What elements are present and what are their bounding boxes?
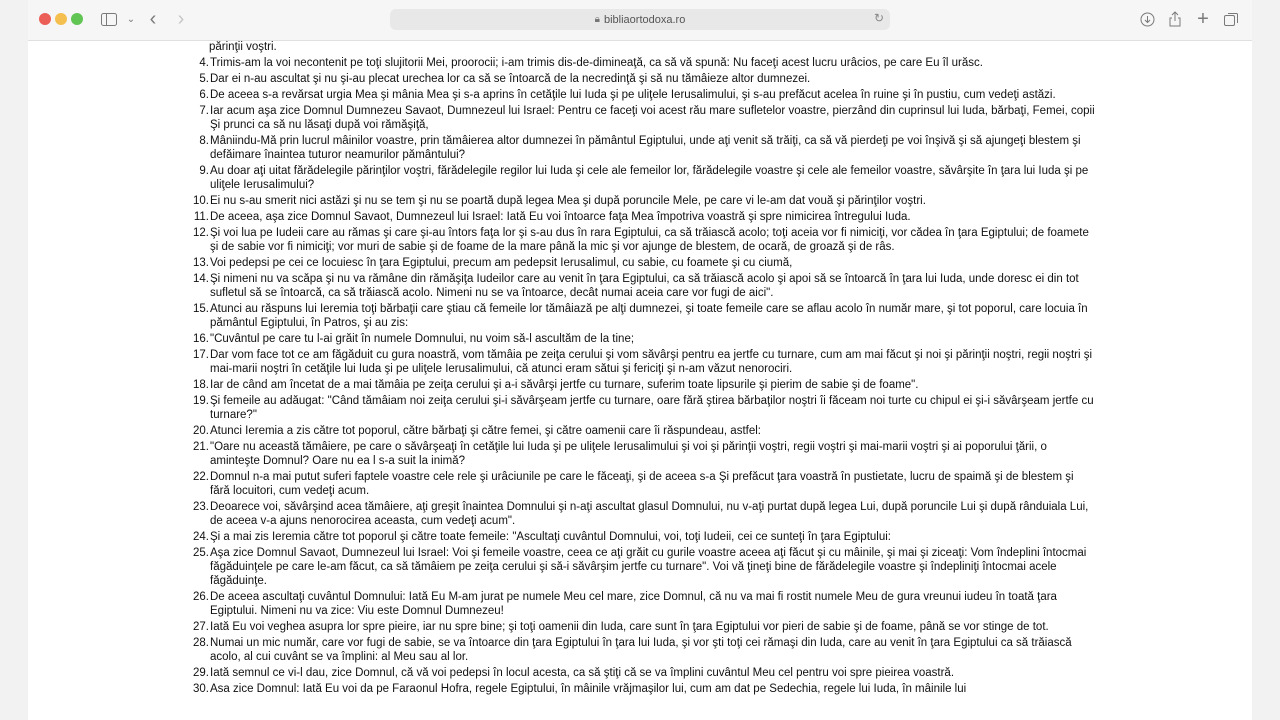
verse-item	[183, 164, 1123, 192]
chevron-down-icon[interactable]: ⌄	[126, 13, 136, 25]
verse-text: Iar de când am încetat de a mai tămâia pe zeiţa cerului şi a-i săvârşi jertfe cu turnare, suferim toate lipsurile şi pierim de sabie şi de foame".	[210, 379, 919, 391]
forward-icon[interactable]: ›	[177, 7, 185, 30]
verse-item	[183, 56, 1123, 70]
verse-number: 12.	[193, 227, 209, 239]
verse-number: 27.	[193, 621, 209, 633]
verse-text: Şi voi lua pe Iudeii care au rămas şi care şi-au întors faţa lor şi s-au dus în rara Egiptului, ca să trăiască acolo; toţi aceia vor fi nimiciţi, vor cădea în ţara Egiptului; de foamete şi de sabie vor fi nimiciţi; vor muri de sabie şi de foame de la mare până la mic şi vor ajunge de blestem, de ocară, de groază şi de râs.	[210, 227, 1089, 253]
verse-number: 20.	[193, 425, 209, 437]
verse-number: 24.	[193, 531, 209, 543]
verse-number: 6.	[199, 89, 209, 101]
verse-number: 15.	[193, 303, 209, 315]
zoom-window-button[interactable]	[71, 13, 83, 25]
verse-text: Domnul n-a mai putut suferi faptele voastre cele rele şi urâciunile pe care le făceaţi, şi de aceea s-a Şi prefăcut ţara voastră în pustietate, lucru de spaimă şi de blestem şi fără locuitori, cum vedeţi acum.	[210, 471, 1074, 497]
verse-number: 30.	[193, 683, 209, 695]
verse-item	[183, 256, 1123, 270]
verse-number: 25.	[193, 547, 209, 559]
verse-number: 14.	[193, 273, 209, 285]
verse-item	[183, 546, 1123, 588]
verse-text: Aşa zice Domnul Savaot, Dumnezeul lui Israel: Voi şi femeile voastre, ceea ce aţi grăit cu gurile voastre aceea aţi făcut şi cu mâinile, şi mai şi ziceaţi: Vom îndeplini întocmai făgăduinţele pe care le-am făcut, ca să tămâiem pe zeiţa cerului şi să-i săvârşim jertfe cu turnare". Voi vă ţineţi bine de fărădelegile voastre şi îndepliniţi întocmai acele făgăduinţe.	[210, 547, 1087, 587]
verse-text: Şi a mai zis Ieremia către tot poporul şi către toate femeile: "Ascultaţi cuvântul Domnului, voi, toţi Iudeii, cei ce sunteţi în ţara Egiptului:	[210, 531, 891, 543]
verse-item	[183, 332, 1123, 346]
verse-item	[183, 394, 1123, 422]
verse-item	[183, 470, 1123, 498]
verse-number: 19.	[193, 395, 209, 407]
download-icon[interactable]	[1136, 8, 1158, 30]
address-bar[interactable]	[390, 9, 890, 30]
verse-item	[183, 302, 1123, 330]
verse-text: De aceea s-a revărsat urgia Mea şi mânia Mea şi s-a aprins în cetăţile lui Iuda şi pe uliţele Ierusalimului, şi s-au prefăcut acelea în ruine şi în pustiu, cum vedeţi astăzi.	[210, 89, 1056, 101]
lock-icon: 🔒︎	[594, 14, 600, 25]
verse-text: Dar ei n-au ascultat şi nu şi-au plecat urechea lor ca să se întoarcă de la necredinţă şi să nu tămâieze altor dumnezei.	[210, 73, 811, 85]
verse-number: 17.	[193, 349, 209, 361]
share-icon[interactable]	[1164, 8, 1186, 30]
verse-text: Ei nu s-au smerit nici astăzi şi nu se tem şi nu se poartă după legea Mea şi după poruncile Mele, pe care vi le-am dat vouă şi părinţilor voştri.	[210, 195, 926, 207]
verse-item	[183, 440, 1123, 468]
verse-item	[183, 378, 1123, 392]
verse-item	[183, 134, 1123, 162]
verse-item	[183, 348, 1123, 376]
verse-text: Atunci Ieremia a zis către tot poporul, către bărbaţi şi către femei, şi către oamenii care îi răspundeau, astfel:	[210, 425, 761, 437]
verse-number: 5.	[199, 73, 209, 85]
verse-item	[183, 666, 1123, 680]
verse-item	[183, 636, 1123, 664]
verse-item	[183, 72, 1123, 86]
verse-item	[183, 104, 1123, 132]
verse-number: 4.	[199, 57, 209, 69]
verse-item	[183, 210, 1123, 224]
verse-text: De aceea, aşa zice Domnul Savaot, Dumnezeul lui Israel: Iată Eu voi întoarce faţa Mea împotriva voastră şi spre nimicirea întregului Iuda.	[210, 211, 911, 223]
verse-item	[183, 424, 1123, 438]
back-icon[interactable]: ‹	[149, 7, 157, 30]
verse-text: Voi pedepsi pe cei ce locuiesc în ţara Egiptului, precum am pedepsit Ierusalimul, cu sabie, cu foamete şi cu ciumă,	[210, 257, 793, 269]
browser-toolbar	[28, 0, 1252, 41]
verse-text: Deoarece voi, săvârşind acea tămâiere, aţi greşit înaintea Domnului şi n-aţi ascultat glasul Domnului, nu v-aţi purtat după legea Lui, după poruncile Lui şi după rânduiala Lui, de aceea v-a ajuns nenorocirea aceasta, cum vedeţi acum".	[210, 501, 1089, 527]
verse-text: Iată Eu voi veghea asupra lor spre pieire, iar nu spre bine; şi toţi oamenii din Iuda, care sunt în ţara Egiptului vor pieri de sabie şi de foame, până se vor stinge de tot.	[210, 621, 1049, 633]
verse-text: Şi femeile au adăugat: "Când tămâiam noi zeiţa cerului şi-i săvârşeam jertfe cu turnare, oare fără ştirea bărbaţilor noştri îi făceam noi turte cu chipul ei şi-i săvârşeam jertfe cu turnare?"	[210, 395, 1094, 421]
verse-text: Şi nimeni nu va scăpa şi nu va rămâne din rămăşiţa Iudeilor care au venit în ţara Egiptului, ca să trăiască acolo şi apoi să se întoarcă în ţara lui Iuda, unde doresc ei din tot sufletul să se întoarcă, ca să trăiască acolo. Nimeni nu se va întoarce, decât numai aceia care vor fugi de aici".	[210, 273, 1079, 299]
verse-text: Iar acum aşa zice Domnul Dumnezeu Savaot, Dumnezeul lui Israel: Pentru ce faceţi voi acest rău mare sufletelor voastre, pierzând din cuprinsul lui Iuda, bărbaţi, Femei, copii Şi prunci ca să nu lăsaţi după voi rămăşiţă,	[210, 105, 1095, 131]
verse-item	[183, 88, 1123, 102]
minimize-window-button[interactable]	[55, 13, 67, 25]
verse-text: "Oare nu această tămâiere, pe care o săvârşeaţi în cetăţile lui Iuda şi pe uliţele Ierusalimului şi voi şi părinţii voştri, regii voştri şi mai-marii voştri şi ai poporului ţării, o aminteşte Domnul? Oare nu ea l s-a suit la inimă?	[210, 441, 1047, 467]
verse-number: 8.	[199, 135, 209, 147]
verse-item	[183, 590, 1123, 618]
verse-text: Atunci au răspuns lui Ieremia toţi bărbaţii care ştiau că femeile lor tămâiază pe alţi dumnezei, şi toate femeile care se aflau acolo în număr mare, şi tot poporul, care locuia în pământul Egiptului, în Patros, şi au zis:	[210, 303, 1088, 329]
verse-list	[183, 56, 1123, 698]
verse-item	[183, 226, 1123, 254]
verse-number: 26.	[193, 591, 209, 603]
verse-number: 10.	[193, 195, 209, 207]
verse-number: 18.	[193, 379, 209, 391]
verse-item	[183, 620, 1123, 634]
verse-text: Asa zice Domnul: Iată Eu voi da pe Faraonul Hofra, regele Egiptului, în mâinile vrăjmaşilor lui, cum am dat pe Sedechia, regele lui Iuda, în mâinile lui	[210, 683, 967, 695]
verse-item	[183, 272, 1123, 300]
tab-overview-icon[interactable]	[1220, 8, 1242, 30]
verse-text: Iată semnul ce vi-l dau, zice Domnul, că vă voi pedepsi în locul acesta, ca să ştiţi că se va împlini cuvântul Meu cel pentru voi spre pieirea voastră.	[210, 667, 955, 679]
verse-number: 22.	[193, 471, 209, 483]
verse-number: 16.	[193, 333, 209, 345]
verse-text: Numai un mic număr, care vor fugi de sabie, se va întoarce din ţara Egiptului în ţara lui Iuda, şi vor şti toţi cei rămaşi din Iuda, care au venit în ţara Egiptului ca să trăiască acolo, al cui cuvânt se va împlini: al Meu sau al lor.	[210, 637, 1072, 663]
verse-number: 11.	[193, 211, 209, 223]
verse-text: Trimis-am la voi necontenit pe toţi slujitorii Mei, proorocii; i-am trimis dis-de-dimineaţă, ca să vă spună: Nu faceţi acest lucru urâcios, pe care Eu îl urăsc.	[210, 57, 983, 69]
verse-item	[183, 682, 1123, 696]
verse-number: 13.	[193, 257, 209, 269]
verse-item	[183, 500, 1123, 528]
verse-text: Au doar aţi uitat fărădelegile părinţilor voştri, fărădelegile regilor lui Iuda şi cele ale femeilor lor, fărădelegile voastre şi cele ale femeilor voastre, săvârşite în ţara lui Iuda şi pe uliţele Ierusalimului?	[210, 165, 1089, 191]
new-tab-icon[interactable]: +	[1197, 7, 1209, 30]
close-window-button[interactable]	[39, 13, 51, 25]
reload-icon[interactable]: ↻	[873, 11, 884, 25]
browser-window	[28, 0, 1252, 720]
verse-text: Dar vom face tot ce am făgăduit cu gura noastră, vom tămâia pe zeiţa cerului şi vom săvârşi pentru ea jertfe cu turnare, cum am mai făcut şi noi şi părinţii noştri, regii noştri şi mai-marii noştri în cetăţile lui Iuda şi pe uliţele Ierusalimului, că atunci eram sătui şi fericiţi şi n-am văzut nenorociri.	[210, 349, 1093, 375]
verse-number: 28.	[193, 637, 209, 649]
verse-number: 23.	[193, 501, 209, 513]
verse-number: 29.	[193, 667, 209, 679]
url-text: bibliaortodoxa.ro	[603, 13, 686, 26]
verse-number: 21.	[193, 441, 209, 453]
verse-item	[183, 194, 1123, 208]
sidebar-icon[interactable]	[98, 8, 120, 30]
verse-fragment: părinţii voştri.	[209, 41, 277, 53]
verse-number: 7.	[199, 105, 209, 117]
verse-number: 9.	[199, 165, 209, 177]
page-content	[28, 40, 1252, 720]
verse-text: Mâniindu-Mă prin lucrul mâinilor voastre, prin tămâierea altor dumnezei în pământul Egiptului, unde aţi venit să trăiţi, ca să vă pierdeţi pe voi înşivă şi să ajungeţi blestem şi defăimare înaintea tuturor neamurilor pământului?	[210, 135, 1081, 161]
verse-text: De aceea ascultaţi cuvântul Domnului: Iată Eu M-am jurat pe numele Meu cel mare, zice Domnul, că nu va mai fi rostit numele Meu de gura vreunui iudeu în toată ţara Egiptului. Nimeni nu va zice: Viu este Domnul Dumnezeu!	[210, 591, 1057, 617]
watermark	[1096, 652, 1206, 682]
verse-item	[183, 530, 1123, 544]
verse-text: "Cuvântul pe care tu l-ai grăit în numele Domnului, nu voim să-l ascultăm de la tine;	[210, 333, 635, 345]
